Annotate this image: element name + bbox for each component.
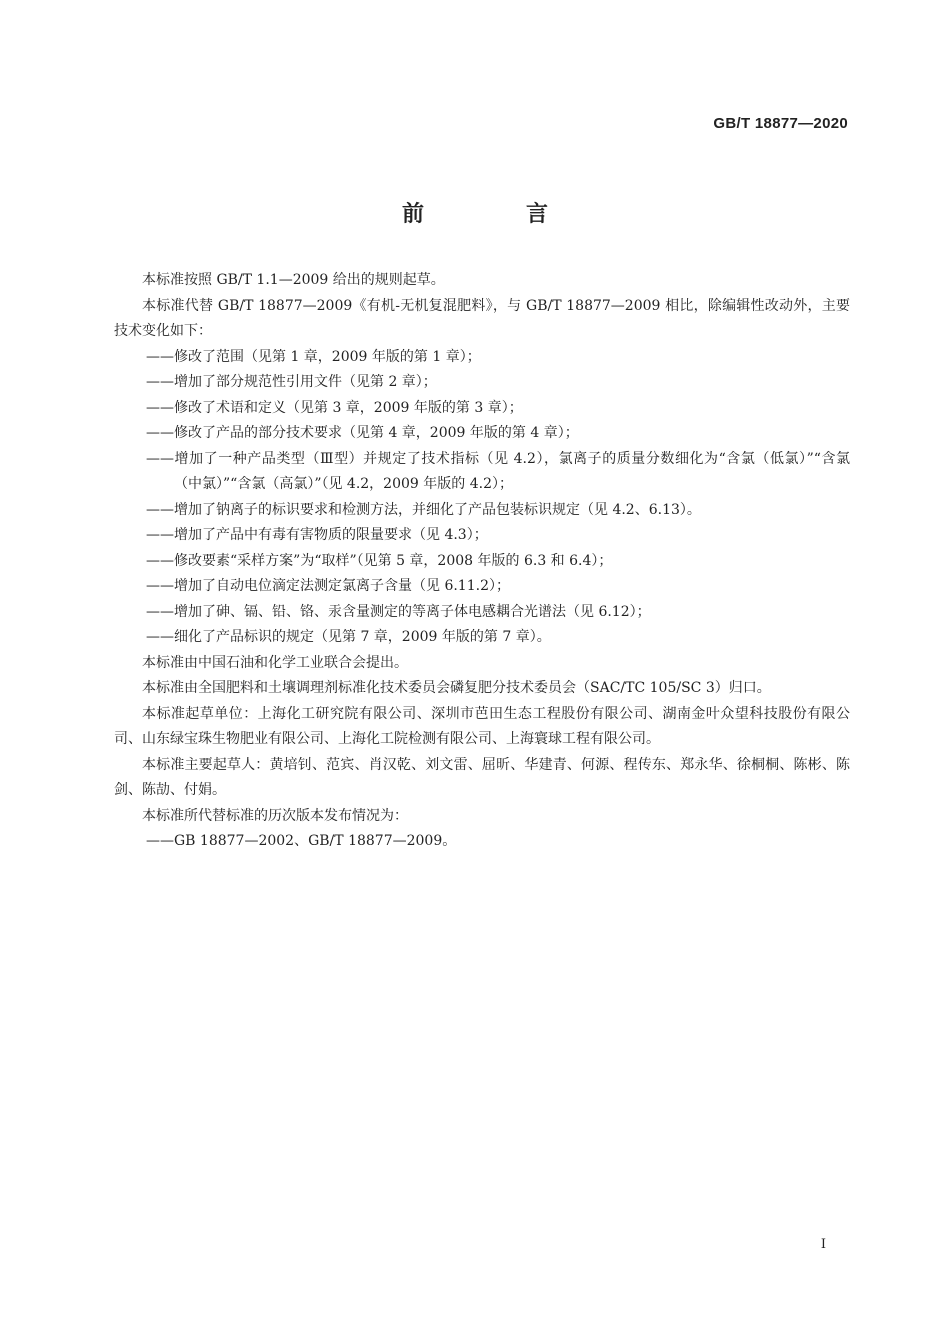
list-item: ——修改了产品的部分技术要求（见第 4 章，2009 年版的第 4 章）； — [146, 425, 579, 441]
paragraph: 本标准起草单位：上海化工研究院有限公司、深圳市芭田生态工程股份有限公司、湖南金叶众望科技股份有限公司、山东绿宝珠生物肥业有限公司、上海化工院检测有限公司、上海寰球工程有限公司。 — [114, 705, 850, 747]
list-item: ——修改要素“采样方案”为“取样”（见第 5 章，2008 年版的 6.3 和 6.4）； — [146, 552, 613, 569]
list-item: ——增加了钠离子的标识要求和检测方法，并细化了产品包装标识规定（见 4.2、6.13）。 — [146, 501, 701, 518]
standard-number: GB/T 18877—2020 — [713, 115, 848, 132]
paragraph: 本标准主要起草人：黄培钊、范宾、肖汉乾、刘文雷、屈昕、华建青、何源、程传东、郑永华、徐桐桐、陈彬、陈剑、陈劼、付娟。 — [114, 756, 850, 798]
list-item: ——增加了砷、镉、铅、铬、汞含量测定的等离子体电感耦合光谱法（见 6.12）； — [146, 603, 651, 620]
paragraph: 本标准代替 GB/T 18877—2009《有机-无机复混肥料》，与 GB/T 18877—2009 相比，除编辑性改动外，主要技术变化如下： — [114, 297, 850, 339]
list-item: ——增加了一种产品类型（Ⅲ型）并规定了技术指标（见 4.2），氯离子的质量分数细化为“含氯（低氯）”“含氯（中氯）”“含氯（高氯）”（见 4.2，2009 年版的 4.2）； — [146, 450, 850, 492]
list-item: ——增加了产品中有毒有害物质的限量要求（见 4.3）； — [146, 527, 488, 543]
paragraph: 本标准由全国肥料和土壤调理剂标准化技术委员会磷复肥分技术委员会（SAC/TC 105/SC 3）归口。 — [142, 680, 771, 696]
list-item: ——增加了自动电位滴定法测定氯离子含量（见 6.11.2）； — [146, 578, 510, 594]
page-number: I — [820, 1237, 826, 1252]
foreword-body — [114, 268, 850, 855]
list-item: ——增加了部分规范性引用文件（见第 2 章）； — [146, 374, 437, 390]
paragraph: 本标准所代替标准的历次版本发布情况为： — [142, 807, 408, 824]
page-title: 前 言 — [401, 202, 588, 227]
list-item: ——GB 18877—2002、GB/T 18877—2009。 — [146, 833, 457, 849]
list-item: ——修改了术语和定义（见第 3 章，2009 年版的第 3 章）； — [146, 399, 523, 416]
paragraph: 本标准按照 GB/T 1.1—2009 给出的规则起草。 — [142, 272, 445, 288]
list-item: ——修改了范围（见第 1 章，2009 年版的第 1 章）； — [146, 348, 481, 365]
paragraph: 本标准由中国石油和化学工业联合会提出。 — [142, 654, 408, 671]
list-item: ——细化了产品标识的规定（见第 7 章，2009 年版的第 7 章）。 — [146, 629, 551, 645]
